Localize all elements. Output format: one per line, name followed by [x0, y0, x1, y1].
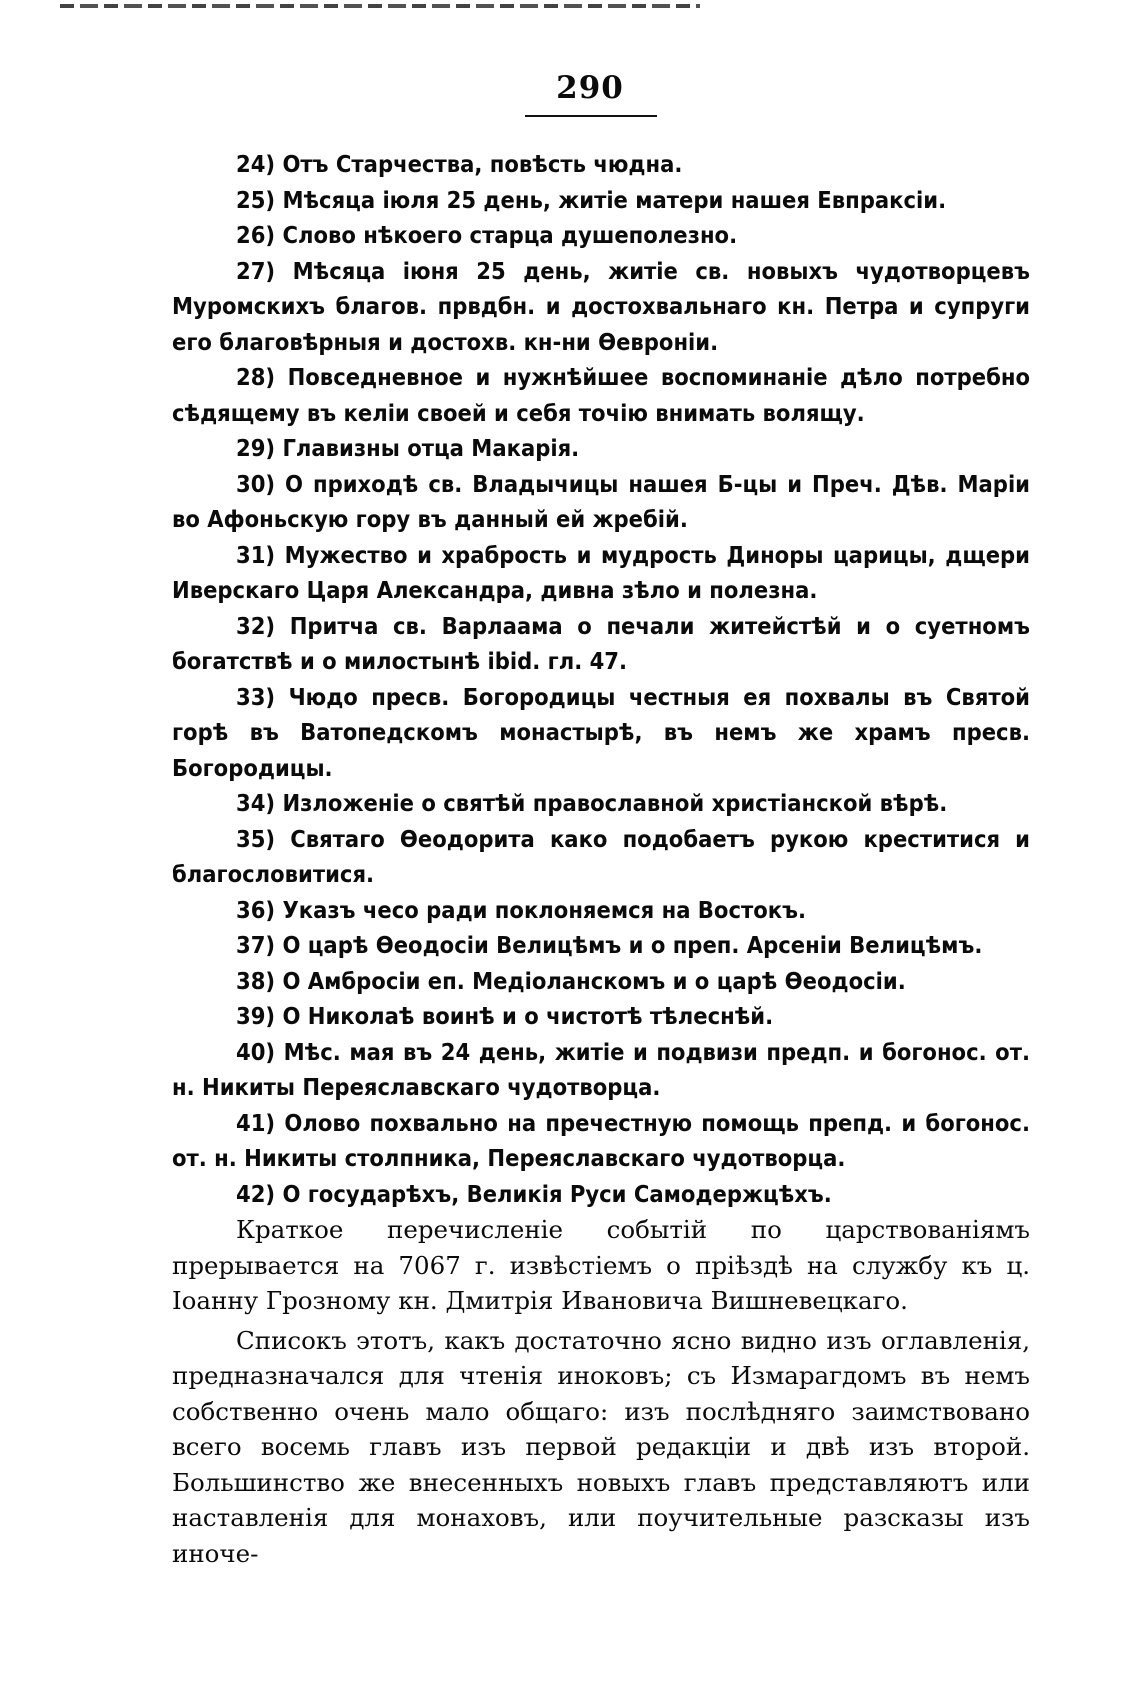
list-item: 39) О Николаѣ воинѣ и о чистотѣ тѣлеснѣй.: [236, 1002, 774, 1030]
list-item: 29) Главизны отца Макарiя.: [236, 434, 580, 462]
page-text: [172, 147, 1030, 1571]
body-paragraph: Списокъ этотъ, какъ достаточно ясно видно изъ оглавленiя, предназначался для чтенiя иноковъ; съ Измарагдомъ въ немъ собственно очень мало общаго: изъ послѣдняго заимствовано всего восемь главъ изъ первой редакцiи и двѣ изъ второй. Большинство же внесенныхъ новыхъ главъ представляютъ или наставленiя для монаховъ, или поучительные разсказы изъ иноче-: [172, 1325, 1030, 1568]
page-number-rule: [525, 115, 657, 117]
list-item: 26) Слово нѣкоего старца душеполезно.: [236, 221, 738, 249]
list-item: 37) О царѣ Ѳеодосiи Велицѣмъ и о преп. Арсенiи Велицѣмъ.: [236, 931, 983, 959]
list-item: 25) Мѣсяца iюля 25 день, житiе матери нашея Евпраксiи.: [236, 185, 947, 214]
list-item: 35) Святаго Ѳеодорита како подобаетъ рукою креститися и благословитися.: [172, 824, 1030, 888]
scan-edge-artifact: [60, 4, 700, 8]
list-item: 28) Повседневное и нужнѣйшее воспоминанiе дѣло потребно сѣдящему въ келiи своей и себя точiю внимать волящу.: [172, 363, 1030, 427]
list-item: 32) Притча св. Варлаама о печали житейстѣй и о суетномъ богатствѣ и о милостынѣ ibid. гл. 47.: [172, 611, 1030, 675]
list-item: 38) О Амбросiи еп. Медiоланскомъ и о царѣ Ѳеодосiи.: [236, 966, 906, 995]
list-item: 34) Изложенiе о святѣй православной христiанской вѣрѣ.: [236, 789, 948, 817]
list-item: 27) Мѣсяца iюня 25 день, житiе св. новыхъ чудотворцевъ Муромскихъ благов. првдбн. и достохвальнаго кн. Петра и супруги его благовѣрныя и достохв. кн-ни Ѳевронiи.: [172, 256, 1030, 356]
list-item: 40) Мѣс. мая въ 24 день, житiе и подвизи предп. и богонос. от. н. Никиты Переяславскаго чудотворца.: [172, 1037, 1030, 1101]
list-item: 42) О государѣхъ, Великiя Руси Самодержцѣхъ.: [236, 1179, 832, 1208]
list-item: 41) Олово похвально на пречестную помощь препд. и богонос. от. н. Никиты столпника, Переяславскаго чудотворца.: [172, 1108, 1030, 1172]
list-item: 24) Отъ Старчества, повѣсть чюдна.: [236, 150, 683, 178]
list-item: 33) Чюдо пресв. Богородицы честныя ея похвалы въ Святой горѣ въ Ватопедскомъ монастырѣ, въ немъ же храмъ пресв. Богородицы.: [172, 682, 1030, 782]
list-item: 31) Мужество и храбрость и мудрость Диноры царицы, дщери Иверскаго Царя Александра, дивна зѣло и полезна.: [172, 540, 1030, 604]
body-paragraph: Краткое перечисленiе событiй по царствованiямъ прерывается на 7067 г. извѣстiемъ о прiѣздѣ на службу къ ц. Iоанну Грозному кн. Дмитрiя Ивановича Вишневецкаго.: [172, 1215, 1030, 1315]
page-number: 290: [556, 70, 624, 106]
list-item: 36) Указъ чесо ради поклоняемся на Востокъ.: [236, 895, 807, 924]
list-item: 30) О приходѣ св. Владычицы нашея Б-цы и Преч. Дѣв. Марiи во Афоньскую гору въ данный ей жребiй.: [172, 469, 1030, 533]
